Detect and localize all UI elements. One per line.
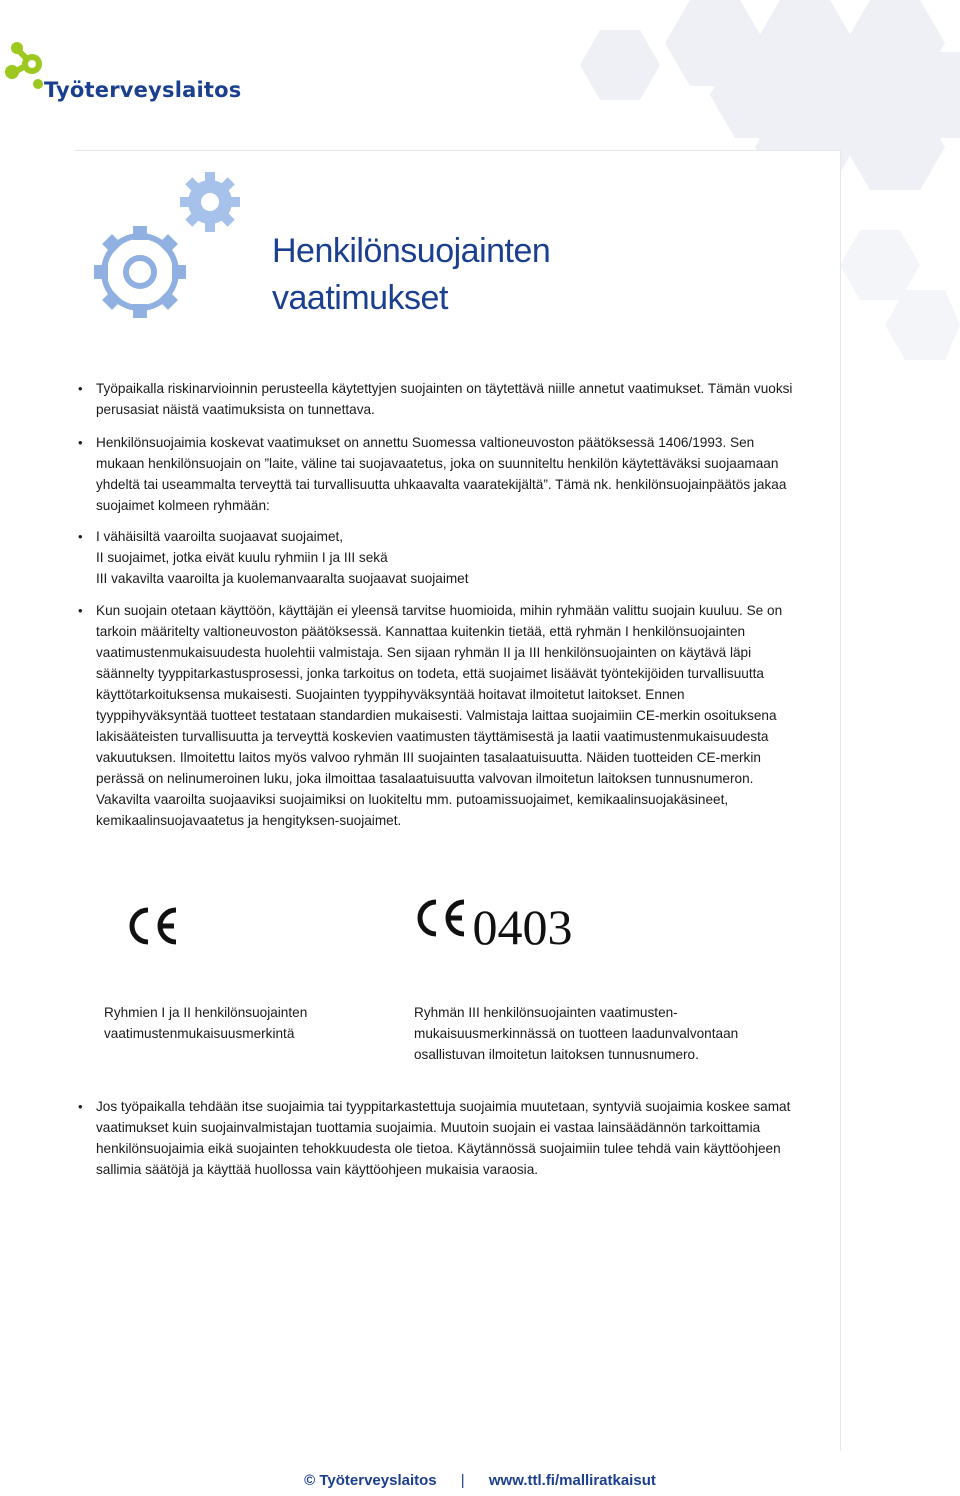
gears-icon <box>80 172 260 342</box>
page-title-line2: vaatimukset <box>272 279 448 317</box>
paragraph-intro: • Työpaikalla riskinarvioinnin perusteella käytettyjen suojainten on täytettävä niille annetut vaatimukset. Tämän vuoksi perusasiat näistä vaatimuksista on tunnettava. <box>96 378 796 420</box>
group-item-1: • I vähäisiltä vaaroilta suojaavat suojaimet, <box>96 529 344 544</box>
paragraph-regulation: • Henkilönsuojaimia koskevat vaatimukset on annettu Suomessa valtioneuvoston päätöksessä 1406/1993. Sen mukaan henkilönsuojain on ”laite, väline tai suojavaatetus, joka on suunniteltu henkilön käytettäväksi suojaamaan yhdeltä tai useammalta terveyttä tai turvallisuutta uhkaavalta vaaratekijältä”. Tämä nk. henkilönsuojainpäätös jakaa suojaimet kolmeen ryhmään: <box>96 432 796 516</box>
page-title-line1: Henkilönsuojainten <box>272 232 551 270</box>
caption-groups-1-2: Ryhmien I ja II henkilönsuojainten vaatimustenmukaisuusmerkintä <box>104 1005 308 1041</box>
group-item-3: III vakavilta vaaroilta ja kuolemanvaaralta suojaavat suojaimet <box>96 571 469 586</box>
notified-body-number: 0403 <box>472 899 573 955</box>
footer-url-link[interactable]: www.ttl.fi/malliratkaisut <box>488 1472 656 1489</box>
logo-text: Työterveyslaitos <box>44 78 242 102</box>
footer-copyright: © Työterveyslaitos <box>304 1472 437 1489</box>
paragraph-certification: • Kun suojain otetaan käyttöön, käyttäjän ei yleensä tarvitse huomioida, mihin ryhmään valittu suojain kuuluu. Se on tarkoin määritelty valtioneuvoston päätöksessä. Kannattaa kuitenkin tietää, että ryhmän I henkilönsuojainten vaatimustenmukaisuudesta huolehtii valmistaja. Sen sijaan ryhmän II ja III henkilönsuojainten on käytävä läpi säännelty tyyppitarkastusprosessi, jonka tarkoitus on todeta, että suojaimet lisäävät työntekijöiden turvallisuutta käyttötarkoituksensa mukaisesti. Suojainten tyyppihyväksyntää hoitavat ilmoitetut laitokset. Ennen tyyppihyväksyntää tuotteet testataan standardien mukaisesti. Valmistaja laittaa suojaimiin CE-merkin osoituksena lakisääteisten turvallisuutta ja terveyttä koskevien vaatimusten täyttämisestä ja laatii vaatimustenmukaisuudesta vakuutuksen. Ilmoitettu laitos myös valvoo ryhmän III suojainten tasalaatuisuutta. Näiden tuotteiden CE-merkin perässä on nelinumeroinen luku, joka ilmoittaa tasalaatuisuutta valvovan ilmoitetun laitoksen tunnusnumeron. Vakavilta vaaroilta suojaaviksi suojaimiksi on luokiteltu mm. putoamissuojaimet, kemikaalinsuojakäsineet, kemikaalinsuojavaatetus ja hengityksen-suojaimet. <box>96 600 796 831</box>
page-title <box>272 228 550 322</box>
footer <box>0 1472 960 1489</box>
footer-separator: | <box>460 1472 465 1489</box>
ce-mark-icon <box>124 906 180 946</box>
group-item-2: II suojaimet, jotka eivät kuulu ryhmiin I ja III sekä <box>96 550 388 565</box>
group-list <box>96 526 796 589</box>
caption-group-3: Ryhmän III henkilönsuojainten vaatimusten-mukaisuusmerkinnässä on tuotteen laadunvalvontaan osallistuvan ilmoitetun laitoksen tunnusnumero. <box>414 1005 739 1062</box>
ce-mark-icon <box>412 898 468 938</box>
paragraph-modifications: • Jos työpaikalla tehdään itse suojaimia tai tyyppitarkastettuja suojaimia muutetaan, syntyviä suojaimia koskee samat vaatimukset kuin suojainvalmistajan tuottamia suojaimia. Muutoin suojain ei vastaa lainsäädännön tarkoittamia henkilönsuojaimia eikä suojainten tehokkuudesta ole tietoa. Käytännössä suojaimiin tulee tehdä vain käyttöohjeen sallimia säätöjä ja käyttää huollossa vain käyttöohjeen mukaisia varaosia. <box>96 1096 796 1180</box>
ce-mark-with-number <box>412 898 572 956</box>
